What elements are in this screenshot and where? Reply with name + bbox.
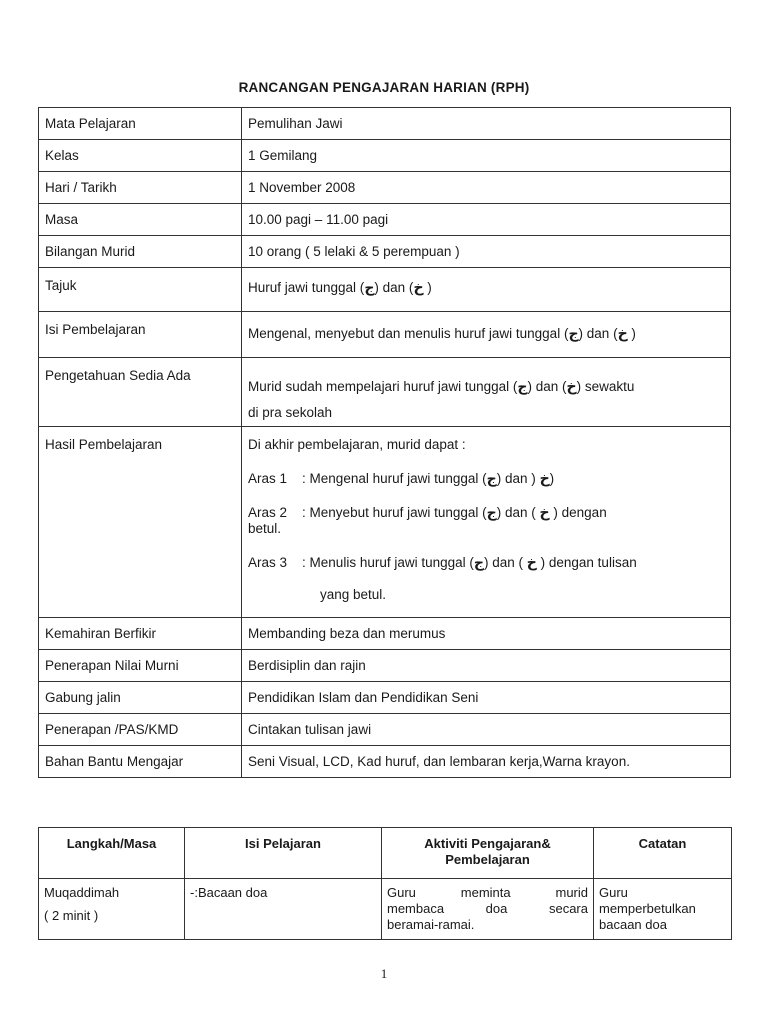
info-label: Penerapan /PAS/KMD xyxy=(39,714,242,746)
info-label: Kelas xyxy=(39,140,242,172)
info-value: Berdisiplin dan rajin xyxy=(242,650,731,682)
page-number: 1 xyxy=(380,966,388,981)
jim-letter-glyph: ج xyxy=(517,379,528,395)
jim-letter-glyph: ج xyxy=(486,505,497,521)
aras-text: : Menyebut huruf jawi tunggal ( xyxy=(302,505,487,520)
psa-text-b: ) dan ( xyxy=(527,379,567,394)
info-label: Isi Pembelajaran xyxy=(39,312,242,358)
info-value xyxy=(242,312,731,358)
info-row xyxy=(39,236,731,268)
isi-text-b: ) dan ( xyxy=(578,326,618,341)
kha-letter-glyph: خ xyxy=(539,471,550,487)
kha-letter-glyph: خ xyxy=(539,505,550,521)
info-row xyxy=(39,108,731,140)
kha-letter-glyph: خ xyxy=(413,280,424,296)
table-row xyxy=(39,879,732,940)
info-label: Hasil Pembelajaran xyxy=(39,427,242,618)
aras-text: : Mengenal huruf jawi tunggal ( xyxy=(302,471,487,486)
aras-line xyxy=(248,555,724,609)
masa-text: ( 2 minit ) xyxy=(44,908,99,923)
info-value: Cintakan tulisan jawi xyxy=(242,714,731,746)
info-row xyxy=(39,140,731,172)
aras-text: ) dengan xyxy=(553,505,607,520)
info-label: Tajuk xyxy=(39,268,242,312)
aras-line xyxy=(248,471,724,487)
steps-header-row xyxy=(39,828,732,879)
info-row xyxy=(39,172,731,204)
info-value: 10 orang ( 5 lelaki & 5 perempuan ) xyxy=(242,236,731,268)
info-label: Bahan Bantu Mengajar xyxy=(39,746,242,778)
hasil-intro: Di akhir pembelajaran, murid dapat : xyxy=(248,437,466,452)
info-row xyxy=(39,650,731,682)
info-value: Pemulihan Jawi xyxy=(242,108,731,140)
aras-text: betul. xyxy=(248,521,282,536)
info-value xyxy=(242,358,731,427)
info-label: Pengetahuan Sedia Ada xyxy=(39,358,242,427)
jim-letter-glyph: ج xyxy=(486,471,497,487)
kha-letter-glyph: خ xyxy=(617,326,628,342)
info-label: Mata Pelajaran xyxy=(39,108,242,140)
rph-info-table xyxy=(38,107,731,778)
tajuk-text-c: ) xyxy=(423,280,432,295)
info-row xyxy=(39,358,731,427)
langkah-cell xyxy=(39,879,185,940)
catatan-line: bacaan doa xyxy=(599,917,667,932)
column-header: Aktiviti Pengajaran& Pembelajaran xyxy=(382,828,594,879)
catatan-line: Guru xyxy=(599,885,628,900)
aktiviti-cell xyxy=(382,879,594,940)
info-value xyxy=(242,268,731,312)
column-header: Isi Pelajaran xyxy=(185,828,382,879)
document-title: RANCANGAN PENGAJARAN HARIAN (RPH) xyxy=(238,80,530,95)
info-label: Masa xyxy=(39,204,242,236)
info-value: Pendidikan Islam dan Pendidikan Seni xyxy=(242,682,731,714)
isi-cell: -:Bacaan doa xyxy=(185,879,382,940)
isi-text-a: Mengenal, menyebut dan menulis huruf jawi tunggal ( xyxy=(248,326,569,341)
lesson-steps-table xyxy=(38,827,732,940)
langkah-text: Muqaddimah xyxy=(44,885,120,900)
aras-text: ) dengan tulisan xyxy=(540,555,637,570)
info-label: Bilangan Murid xyxy=(39,236,242,268)
aktiviti-line: beramai-ramai. xyxy=(387,917,475,932)
aras-level: Aras 3 xyxy=(248,555,288,570)
info-row xyxy=(39,268,731,312)
aras-text: ) dan ( xyxy=(496,505,536,520)
aras-text: ) dan ) xyxy=(496,471,536,486)
aras-text: yang betul. xyxy=(320,587,387,602)
kha-letter-glyph: خ xyxy=(526,555,537,571)
tajuk-text-b: ) dan ( xyxy=(374,280,414,295)
info-row xyxy=(39,204,731,236)
jim-letter-glyph: ج xyxy=(568,326,579,342)
info-value: 1 November 2008 xyxy=(242,172,731,204)
info-row xyxy=(39,427,731,618)
aras-level: Aras 1 xyxy=(248,471,288,486)
info-label: Gabung jalin xyxy=(39,682,242,714)
aras-line xyxy=(248,505,724,537)
info-value: Seni Visual, LCD, Kad huruf, dan lembaran kerja,Warna krayon. xyxy=(242,746,731,778)
column-header: Langkah/Masa xyxy=(39,828,185,879)
tajuk-text-a: Huruf jawi tunggal ( xyxy=(248,280,365,295)
jim-letter-glyph: ج xyxy=(364,280,375,296)
aras-text: ) dan ( xyxy=(483,555,524,570)
info-row xyxy=(39,682,731,714)
info-value: Membanding beza dan merumus xyxy=(242,618,731,650)
aktiviti-line: Guru meminta murid xyxy=(387,885,588,900)
kha-letter-glyph: خ xyxy=(566,379,577,395)
info-label: Hari / Tarikh xyxy=(39,172,242,204)
aras-text: : Menulis huruf jawi tunggal ( xyxy=(302,555,474,570)
info-row xyxy=(39,714,731,746)
info-row xyxy=(39,312,731,358)
psa-text-d: di pra sekolah xyxy=(248,405,333,420)
aras-text: ) xyxy=(549,471,555,486)
catatan-line: memperbetulkan xyxy=(599,901,696,916)
psa-text-c: ) sewaktu xyxy=(576,379,635,394)
aras-level: Aras 2 xyxy=(248,505,288,520)
aktiviti-line: membaca doa secara xyxy=(387,901,588,916)
info-row xyxy=(39,746,731,778)
info-value: 1 Gemilang xyxy=(242,140,731,172)
psa-text-a: Murid sudah mempelajari huruf jawi tunggal ( xyxy=(248,379,518,394)
info-value xyxy=(242,427,731,618)
column-header: Catatan xyxy=(594,828,732,879)
jim-letter-glyph: ج xyxy=(473,555,484,571)
info-label: Penerapan Nilai Murni xyxy=(39,650,242,682)
catatan-cell xyxy=(594,879,732,940)
info-row xyxy=(39,618,731,650)
info-label: Kemahiran Berfikir xyxy=(39,618,242,650)
info-value: 10.00 pagi – 11.00 pagi xyxy=(242,204,731,236)
isi-text-c: ) xyxy=(627,326,636,341)
